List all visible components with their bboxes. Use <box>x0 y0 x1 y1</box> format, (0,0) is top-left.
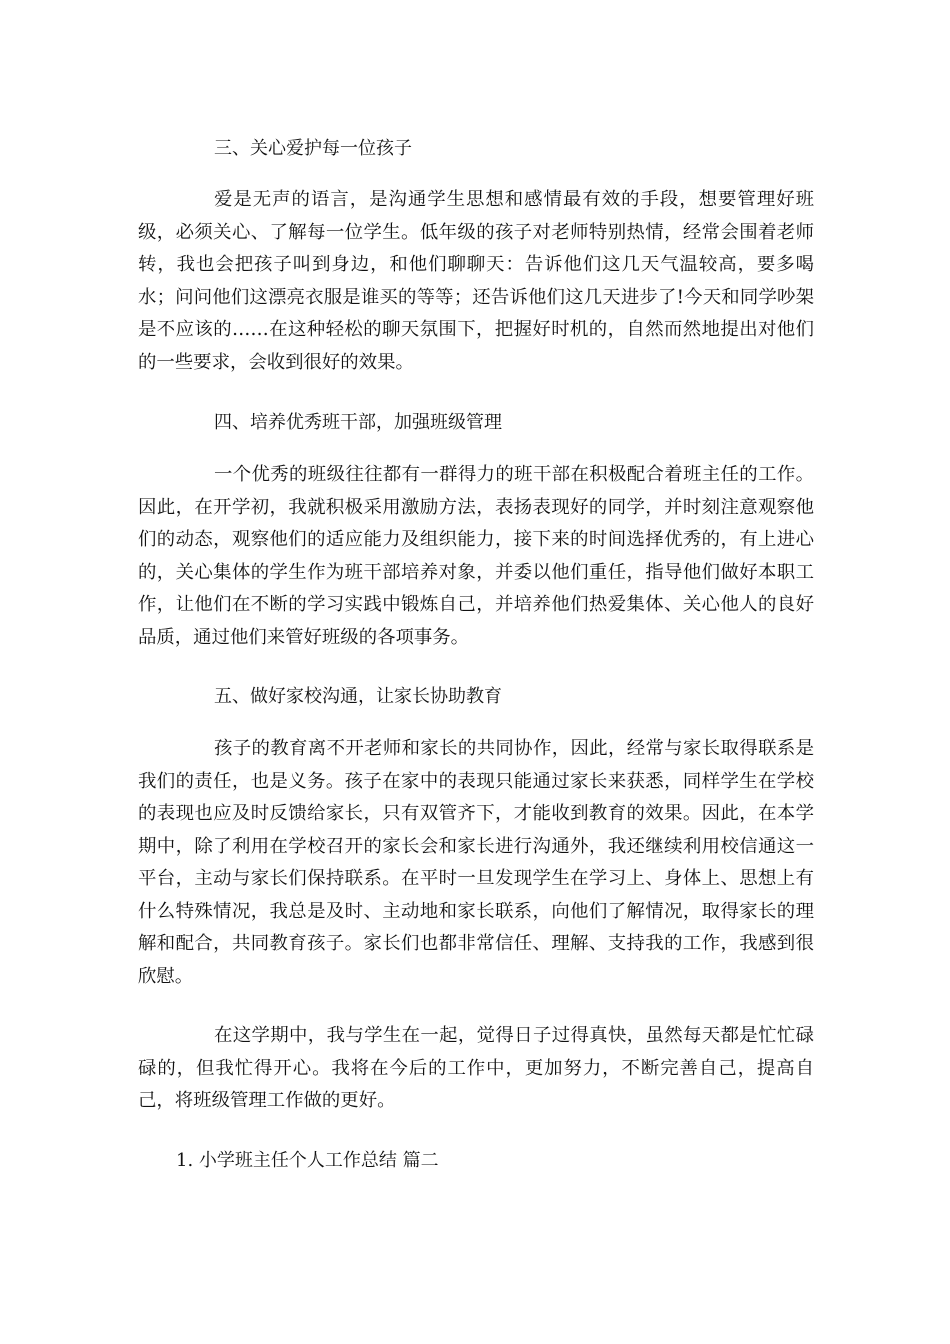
next-article-item: 1. 小学班主任个人工作总结 篇二 <box>176 1150 439 1171</box>
section-4-paragraph: 一个优秀的班级往往都有一群得力的班干部在积极配合着班主任的工作。因此，在开学初，我就积极采用激励方法，表扬表现好的同学，并时刻注意观察他们的动态，观察他们的适应能力及组织能力，接下来的时间选择优秀的，有上进心的，关心集体的学生作为班干部培养对象，并委以他们重任，指导他们做好本职工作，让他们在不断的学习实践中锻炼自己，并培养他们热爱集体、关心他人的良好品质，通过他们来管好班级的各项事务。 <box>138 464 814 648</box>
section-5-paragraph: 孩子的教育离不开老师和家长的共同协作，因此，经常与家长取得联系是我们的责任，也是义务。孩子在家中的表现只能通过家长来获悉，同样学生在学校的表现也应及时反馈给家长，只有双管齐下，才能收到教育的效果。因此，在本学期中，除了利用在学校召开的家长会和家长进行沟通外，我还继续利用校信通这一平台，主动与家长们保持联系。在平时一旦发现学生在学习上、身体上、思想上有什么特殊情况，我总是及时、主动地和家长联系，向他们了解情况，取得家长的理解和配合，共同教育孩子。家长们也都非常信任、理解、支持我的工作，我感到很欣慰。 <box>138 738 814 987</box>
closing-paragraph: 在这学期中，我与学生在一起，觉得日子过得真快，虽然每天都是忙忙碌碌的，但我忙得开心。我将在今后的工作中，更加努力，不断完善自己，提高自己，将班级管理工作做的更好。 <box>138 1025 814 1111</box>
section-heading-3: 三、关心爱护每一位孩子 <box>214 138 412 159</box>
section-heading-5: 五、做好家校沟通，让家长协助教育 <box>214 686 502 707</box>
section-3-paragraph: 爱是无声的语言，是沟通学生思想和感情最有效的手段，想要管理好班级，必须关心、了解每一位学生。低年级的孩子对老师特别热情，经常会围着老师转，我也会把孩子叫到身边，和他们聊聊天：告诉他们这几天气温较高，要多喝水；问问他们这漂亮衣服是谁买的等等；还告诉他们这几天进步了!今天和同学吵架是不应该的……在这种轻松的聊天氛围下，把握好时机的，自然而然地提出对他们的一些要求，会收到很好的效果。 <box>138 189 814 373</box>
section-heading-4: 四、培养优秀班干部，加强班级管理 <box>214 412 502 433</box>
